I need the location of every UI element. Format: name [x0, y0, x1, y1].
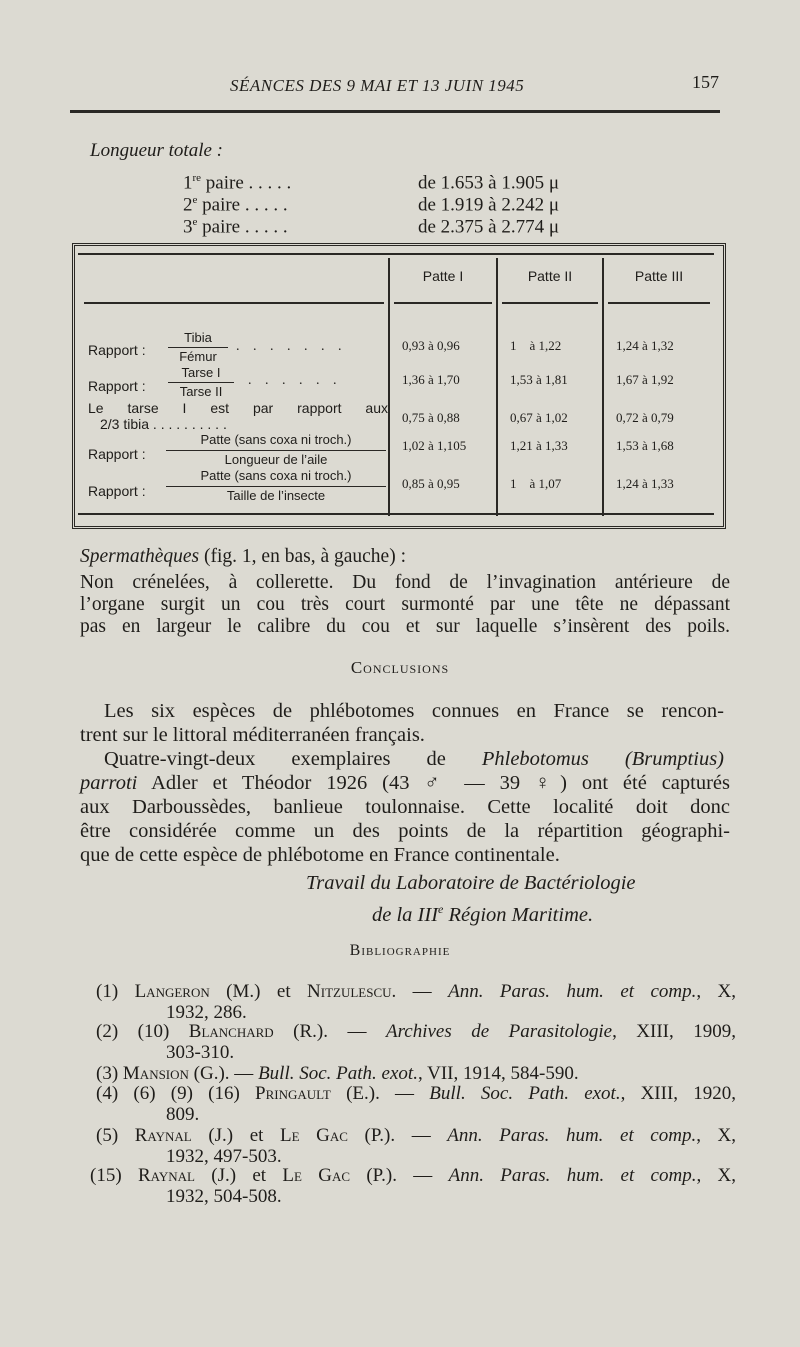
table-divider — [388, 258, 390, 516]
table-divider — [602, 258, 604, 516]
fraction-bar — [168, 347, 228, 348]
column-header: Patte III — [634, 268, 684, 284]
longueur-row: 2e paire . . . . . de 1.919 à 2.242 μ — [183, 194, 560, 216]
body-line: trent sur le littoral méditerranéen français. — [80, 724, 425, 746]
longueur-row: 3e paire . . . . . de 2.375 à 2.774 μ — [183, 216, 560, 238]
table-header-rule — [608, 302, 710, 304]
table-cell: 1,02 à 1,105 — [402, 438, 467, 453]
bib-entry-cont: 809. — [166, 1104, 200, 1125]
bib-entry: (15) Raynal (J.) et Le Gac (P.). — Ann. Paras. hum. et comp., X, — [90, 1165, 736, 1186]
table-cell: 1,36 à 1,70 — [402, 372, 460, 387]
row-label: 2/3 tibia . . . . . . . . . . — [100, 416, 227, 432]
table-divider — [496, 258, 498, 516]
fraction-denominator: Taille de l’insecte — [226, 488, 326, 503]
table-header-rule — [502, 302, 598, 304]
body-line: aux Darboussèdes, banlieue toulonnaise. Cette localité doit donc — [80, 796, 730, 818]
body-line: parroti Adler et Théodor 1926 (43 ♂ — 39 ♀) ont été capturés — [80, 772, 730, 794]
body-line: Les six espèces de phlébotomes connues en France se rencon- — [104, 700, 724, 722]
fraction-numerator: Patte (sans coxa ni troch.) — [200, 468, 352, 483]
table-cell: 1 à 1,07 — [510, 476, 562, 491]
row-label: Rapport : — [88, 446, 146, 462]
leader-dots: . . . . . . . — [236, 339, 347, 354]
longueur-row: 1re paire . . . . . de 1.653 à 1.905 μ — [183, 172, 560, 194]
fraction-bar — [168, 382, 234, 383]
table-cell: 1 à 1,22 — [510, 338, 562, 353]
table-header-rule — [84, 302, 384, 304]
longueur-title: Longueur totale : — [90, 140, 223, 161]
table-cell: 1,24 à 1,33 — [616, 476, 674, 491]
bib-entry: (3) Mansion (G.). — Bull. Soc. Path. exot., VII, 1914, 584-590. — [96, 1063, 579, 1084]
table-cell: 1,67 à 1,92 — [616, 372, 674, 387]
fraction-denominator: Longueur de l’aile — [224, 452, 328, 467]
row-label: Rapport : — [88, 483, 146, 499]
bib-entry: (5) Raynal (J.) et Le Gac (P.). — Ann. Paras. hum. et comp., X, — [96, 1125, 737, 1146]
table-cell: 0,72 à 0,79 — [616, 410, 674, 425]
table-cell: 1,53 à 1,81 — [510, 372, 568, 387]
section-heading: Bibliographie — [349, 942, 451, 959]
fraction-numerator: Tarse I — [181, 365, 221, 380]
table-cell: 1,53 à 1,68 — [616, 438, 674, 453]
bib-entry: (2) (10) Blanchard (R.). — Archives de Parasitologie, XIII, 1909, — [96, 1021, 736, 1042]
row-label: Rapport : — [88, 378, 146, 394]
section-heading: Conclusions — [350, 658, 450, 677]
credit-line: Travail du Laboratoire de Bactériologie — [306, 872, 636, 894]
leader-dots: . . . . . . — [248, 373, 342, 388]
credit-line: de la IIIe Région Maritime. — [372, 902, 594, 926]
column-header: Patte II — [527, 268, 573, 284]
bib-entry-cont: 303-310. — [166, 1042, 235, 1063]
bib-entry: (4) (6) (9) (16) Pringault (E.). — Bull. Soc. Path. exot., XIII, 1920, — [96, 1083, 736, 1104]
fraction-bar — [166, 450, 386, 451]
spermatheques-heading: Spermathèques (fig. 1, en bas, à gauche) : — [80, 546, 406, 567]
table-header-rule — [394, 302, 492, 304]
column-header: Patte I — [422, 268, 464, 284]
fraction-bar — [166, 486, 386, 487]
bib-entry-cont: 1932, 286. — [166, 1002, 247, 1023]
table-cell: 1,24 à 1,32 — [616, 338, 674, 353]
body-line: Quatre-vingt-deux exemplaires de Phlebotomus (Brumptius) — [104, 748, 724, 770]
bib-entry-cont: 1932, 497-503. — [166, 1146, 282, 1167]
body-line: l’organe surgit un cou très court surmonté par une tête ne dépassant — [80, 594, 730, 615]
header-rule — [70, 110, 720, 113]
body-line: pas en largeur le calibre du cou et sur laquelle s’insèrent des poils. — [80, 616, 730, 637]
page-number: 157 — [692, 72, 719, 92]
table-cell: 1,21 à 1,33 — [510, 438, 568, 453]
fraction-numerator: Tibia — [184, 330, 212, 345]
bib-entry: (1) Langeron (M.) et Nitzulescu. — Ann. Paras. hum. et comp., X, — [96, 981, 737, 1002]
table-cell: 0,75 à 0,88 — [402, 410, 460, 425]
body-line: Non crénelées, à collerette. Du fond de l’invagination antérieure de — [80, 572, 730, 593]
fraction-denominator: Fémur — [179, 349, 217, 364]
body-line: que de cette espèce de phlébotome en France continentale. — [80, 844, 560, 866]
bib-entry-cont: 1932, 504-508. — [166, 1186, 282, 1207]
fraction-denominator: Tarse II — [179, 384, 223, 399]
table-cell: 0,67 à 1,02 — [510, 410, 568, 425]
running-header: SÉANCES DES 9 MAI ET 13 JUIN 1945 — [230, 76, 525, 95]
row-label: Le tarse I est par rapport aux — [88, 400, 388, 416]
table-cell: 0,85 à 0,95 — [402, 476, 460, 491]
row-label: Rapport : — [88, 342, 146, 358]
fraction-numerator: Patte (sans coxa ni troch.) — [200, 432, 352, 447]
body-line: être considérée comme un des points de la répartition géographi- — [80, 820, 730, 842]
table-cell: 0,93 à 0,96 — [402, 338, 460, 353]
